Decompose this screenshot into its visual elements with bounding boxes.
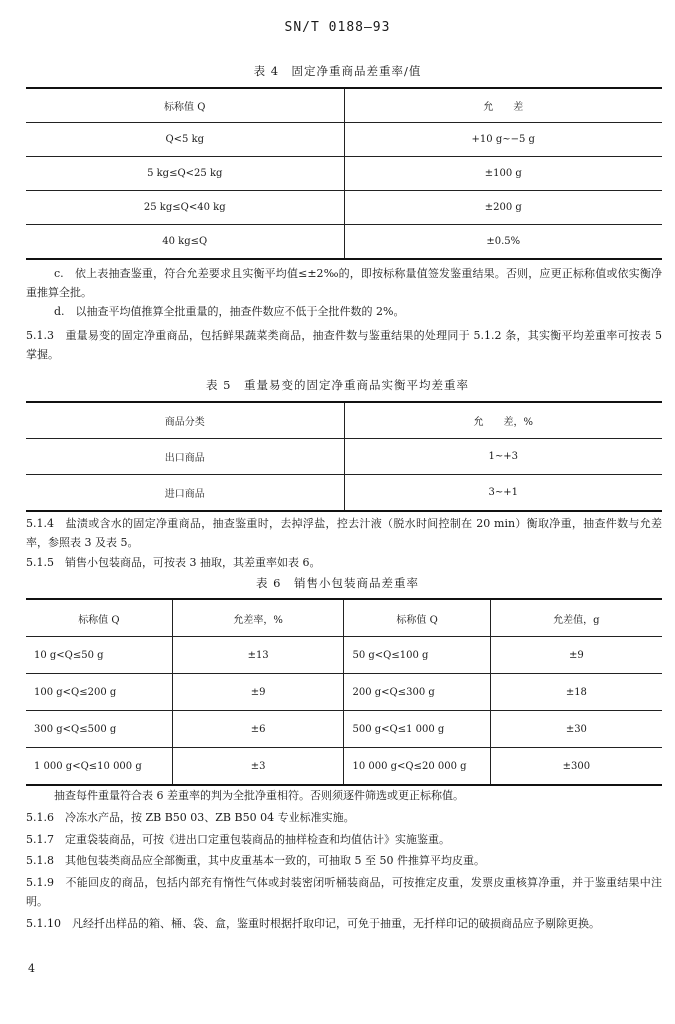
paragraph-c: c. 依上表抽查鉴重，符合允差要求且实衡平均值≤±2‰的，即按标称量值签发鉴重结果。否则，应更正标称值或依实衡净重推算全批。 [26,267,662,299]
table-header-cell: 允 差，% [344,402,662,439]
table-cell: ±18 [490,674,662,711]
table-row [26,748,662,786]
table5 [26,401,662,512]
paragraph-5-1-8: 5.1.8 其他包装类商品应全部衡重，其中皮重基本一致的，可抽取 5 至 50 件推算平均皮重。 [26,854,485,867]
paragraph-5-1-3: 5.1.3 重量易变的固定净重商品，包括鲜果蔬菜类商品，抽查件数与鉴重结果的处理同于 5.1.2 条，其实衡平均差重率可按表 5 掌握。 [26,329,662,361]
table-cell: 25 kg≤Q<40 kg [26,191,344,225]
table-cell: ±9 [172,674,344,711]
table5-caption: 表 5 重量易变的固定净重商品实衡平均差重率 [206,378,469,392]
table-header-cell: 允差值，g [490,599,662,637]
table-header-cell: 允差率，% [172,599,344,637]
table-cell: 300 g<Q≤500 g [26,711,172,748]
table4-caption: 表 4 固定净重商品差重率/值 [253,64,422,78]
table-cell: 100 g<Q≤200 g [26,674,172,711]
table-header-row [26,599,662,637]
paragraph-d: d. 以抽查平均值推算全批重量的，抽查件数应不低于全批件数的 2%。 [54,305,405,318]
paragraph-5-1-10: 5.1.10 凡经扦出样品的箱、桶、袋、盒，鉴重时根据扦取印记，可免于抽重，无扦样印记的破损商品应予剔除更换。 [26,917,600,930]
table-row [26,225,662,260]
table-cell: ±100 g [344,157,662,191]
table6 [26,598,662,786]
table4 [26,87,662,260]
table-cell: 5 kg≤Q<25 kg [26,157,344,191]
table-row [26,157,662,191]
table-cell: 50 g<Q≤100 g [344,637,490,674]
table-cell: 1~+3 [344,439,662,475]
paragraph-5-1-6: 5.1.6 冷冻水产品，按 ZB B50 03、ZB B50 04 专业标准实施。 [26,811,355,824]
table-cell: 10 g<Q≤50 g [26,637,172,674]
table-cell: 500 g<Q≤1 000 g [344,711,490,748]
table-cell: 进口商品 [26,475,344,512]
table-header-cell: 允 差 [344,88,662,123]
table-cell: 1 000 g<Q≤10 000 g [26,748,172,786]
table-cell: ±13 [172,637,344,674]
table-cell: ±0.5% [344,225,662,260]
table-row [26,439,662,475]
table-cell: ±6 [172,711,344,748]
table-cell: ±9 [490,637,662,674]
paragraph-conclusion: 抽查每件重量符合表 6 差重率的判为全批净重相符。否则须逐件筛选或更正标称值。 [54,789,464,802]
table-row [26,674,662,711]
table-row [26,191,662,225]
table-cell: ±300 [490,748,662,786]
table-cell: 出口商品 [26,439,344,475]
table-header-cell: 标称值 Q [26,599,172,637]
paragraph-5-1-4: 5.1.4 盐渍或含水的固定净重商品，抽查鉴重时，去掉浮盐，控去汁液（脱水时间控制在 20 min）衡取净重，抽查件数与允差率，参照表 3 及表 5。 [26,517,662,549]
table-row [26,637,662,674]
table-cell: 10 000 g<Q≤20 000 g [344,748,490,786]
table-cell: 40 kg≤Q [26,225,344,260]
table-cell: ±30 [490,711,662,748]
table-header-cell: 标称值 Q [26,88,344,123]
table-header-row [26,88,662,123]
paragraph-5-1-9: 5.1.9 不能回皮的商品，包括内部充有惰性气体或封装密闭听桶装商品，可按推定皮重，发票皮重核算净重，并于鉴重结果中注明。 [26,876,662,908]
table-row [26,475,662,512]
paragraph-5-1-7: 5.1.7 定重袋装商品，可按《进出口定重包装商品的抽样检查和均值估计》实施鉴重。 [26,833,450,846]
table-row [26,711,662,748]
table-cell: ±200 g [344,191,662,225]
table-cell: 3~+1 [344,475,662,512]
page-number: 4 [28,962,35,975]
table-cell: Q<5 kg [26,123,344,157]
table-row [26,123,662,157]
table-cell: ±3 [172,748,344,786]
table6-caption: 表 6 销售小包装商品差重率 [256,576,419,590]
table-cell: +10 g~−5 g [344,123,662,157]
table-header-cell: 标称值 Q [344,599,490,637]
document-header: SN/T 0188—93 [284,20,391,35]
paragraph-5-1-5: 5.1.5 销售小包装商品，可按表 3 抽取，其差重率如表 6。 [26,556,321,569]
table-cell: 200 g<Q≤300 g [344,674,490,711]
table-header-row [26,402,662,439]
table-header-cell: 商品分类 [26,402,344,439]
